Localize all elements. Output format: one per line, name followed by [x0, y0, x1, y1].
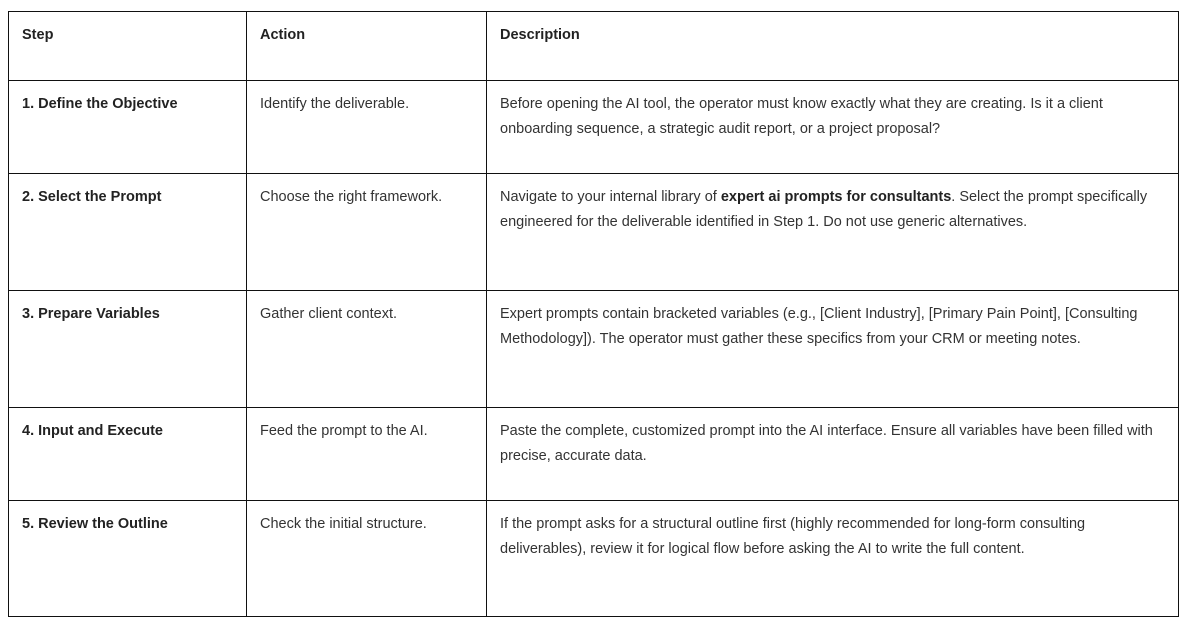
action-cell: Check the initial structure.	[247, 501, 487, 617]
step-cell: 1. Define the Objective	[9, 81, 247, 174]
step-cell: 4. Input and Execute	[9, 408, 247, 501]
header-action: Action	[247, 12, 487, 81]
action-cell: Choose the right framework.	[247, 174, 487, 291]
table-row	[9, 408, 1179, 501]
description-cell	[487, 291, 1179, 408]
table-row	[9, 81, 1179, 174]
table-row	[9, 501, 1179, 617]
description-cell	[487, 408, 1179, 501]
workflow-steps-table	[8, 11, 1179, 617]
description-bold-keyword: expert ai prompts for consultants	[720, 189, 952, 205]
header-step: Step	[9, 12, 247, 81]
table-header	[9, 12, 1179, 81]
header-row	[9, 12, 1179, 81]
description-text: Paste the complete, customized prompt into the AI interface. Ensure all variables have been filled with precise, accurate data.	[500, 423, 1153, 464]
description-cell	[487, 81, 1179, 174]
description-text: Expert prompts contain bracketed variables (e.g., [Client Industry], [Primary Pain Point], [Consulting Methodology]). The operator must gather these specifics from your CRM or meeting notes.	[500, 306, 1138, 347]
step-cell: 5. Review the Outline	[9, 501, 247, 617]
action-cell: Identify the deliverable.	[247, 81, 487, 174]
action-cell: Gather client context.	[247, 291, 487, 408]
table-row	[9, 174, 1179, 291]
description-text: Before opening the AI tool, the operator must know exactly what they are creating. Is it a client onboarding sequence, a strategic audit report, or a project proposal?	[500, 96, 1103, 137]
header-description: Description	[487, 12, 1179, 81]
step-cell: 3. Prepare Variables	[9, 291, 247, 408]
description-cell	[487, 501, 1179, 617]
description-text: Navigate to your internal library of	[500, 189, 721, 205]
step-cell: 2. Select the Prompt	[9, 174, 247, 291]
action-cell: Feed the prompt to the AI.	[247, 408, 487, 501]
table-body	[9, 81, 1179, 617]
workflow-table-container	[8, 11, 1178, 617]
description-text-continued: . Select the prompt specifically engineered for the deliverable identified in Step 1. Do not use generic alternatives.	[500, 189, 1148, 230]
description-cell	[487, 174, 1179, 291]
description-text: If the prompt asks for a structural outline first (highly recommended for long-form consulting deliverables), review it for logical flow before asking the AI to write the full content.	[500, 516, 1086, 557]
table-row	[9, 291, 1179, 408]
